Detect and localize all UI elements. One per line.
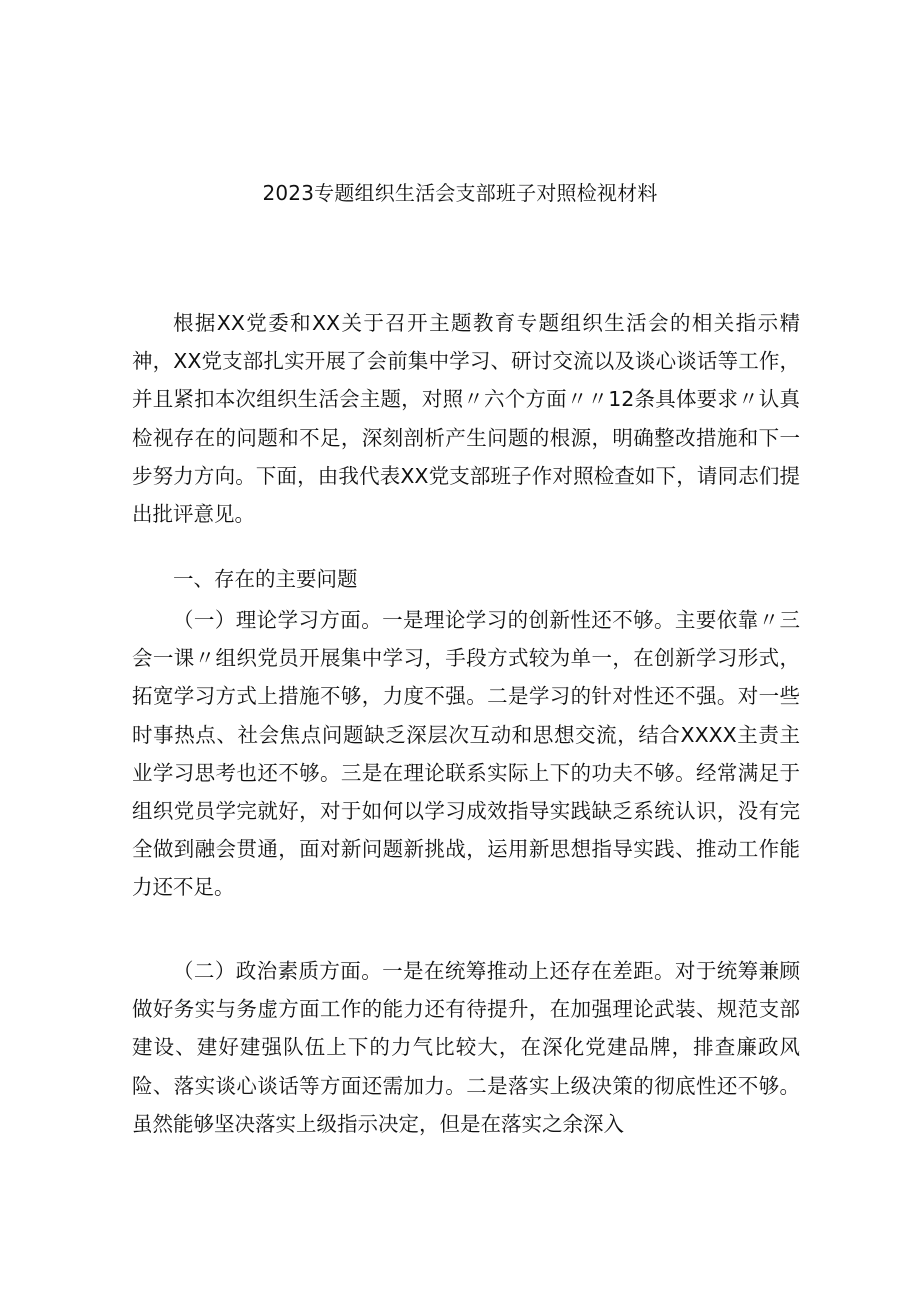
political-quality-paragraph: （二）政治素质方面。一是在统筹推动上还存在差距。对于统筹兼顾做好务实与务虚方面工作的能力还有待提升，在加强理论武装、规范支部建设、建好建强队伍上下的力气比较大，在深化党建品牌，排查廉政风险、落实谈心谈话等方面还需加力。二是落实上级决策的彻底性还不够。虽然能够坚决落实上级指示决定，但是在落实之余深入 (132, 959, 800, 1136)
section-heading-main-problems: 一、存在的主要问题 (173, 567, 358, 591)
intro-paragraph: 根据XX党委和XX关于召开主题教育专题组织生活会的相关指示精神，XX党支部扎实开展了会前集中学习、研讨交流以及谈心谈话等工作，并且紧扣本次组织生活会主题，对照〃六个方面〃〃12条具体要求〃认真检视存在的问题和不足，深刻剖析产生问题的根源，明确整改措施和下一步努力方向。下面，由我代表XX党支部班子作对照检查如下，请同志们提出批评意见。 (132, 311, 800, 527)
theory-study-paragraph: （一）理论学习方面。一是理论学习的创新性还不够。主要依靠〃三会一课〃组织党员开展集中学习，手段方式较为单一，在创新学习形式，拓宽学习方式上措施不够，力度不强。二是学习的针对性还不强。对一些时事热点、社会焦点问题缺乏深层次互动和思想交流，结合XXXX主责主业学习思考也还不够。三是在理论联系实际上下的功夫不够。经常满足于组织党员学完就好，对于如何以学习成效指导实践缺乏系统认识，没有完全做到融会贯通，面对新问题新挑战，运用新思想指导实践、推动工作能力还不足。 (132, 608, 800, 900)
document-title: 2023专题组织生活会支部班子对照检视材料 (262, 181, 658, 205)
